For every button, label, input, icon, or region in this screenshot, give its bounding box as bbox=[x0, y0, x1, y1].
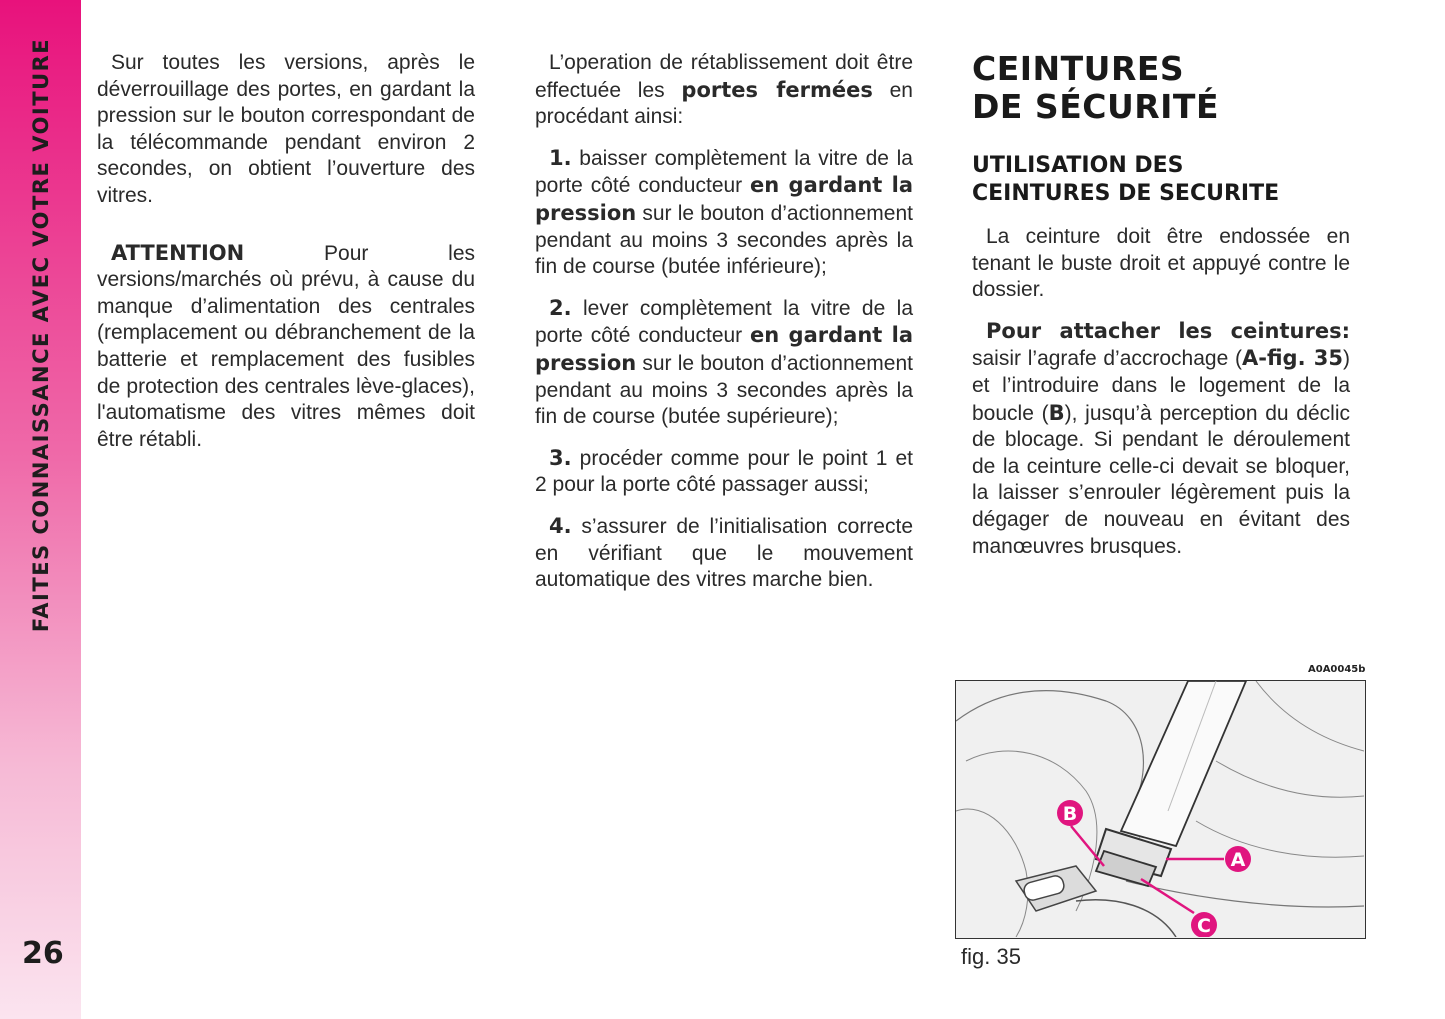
subheading-line-2: CEINTURES DE SECURITE bbox=[972, 181, 1280, 206]
column-3 bbox=[972, 50, 1350, 574]
step-text: baisser complètement la vitre de la porte côté conducteur bbox=[535, 146, 913, 198]
subsection-heading bbox=[972, 152, 1350, 208]
step-text-end: sur le bouton d’actionnement pendant au moins 3 secondes après la fin de course (butée supérieure); bbox=[535, 351, 913, 429]
figure-code: A0A0045b bbox=[1308, 664, 1366, 675]
svg-text:C: C bbox=[1197, 915, 1211, 937]
callout-label-a bbox=[1225, 846, 1251, 872]
seatbelt-drawing bbox=[956, 681, 1364, 937]
svg-text:A: A bbox=[1230, 849, 1246, 871]
fastening-label: Pour attacher les ceintures: bbox=[986, 318, 1350, 343]
step-item bbox=[535, 145, 913, 281]
intro-bold: portes fermées bbox=[681, 77, 873, 102]
column-2 bbox=[535, 50, 913, 608]
callout-label-c bbox=[1191, 912, 1217, 937]
callout-label-b bbox=[1057, 800, 1083, 826]
step-bold: en gardant la pression bbox=[535, 323, 914, 375]
step-item bbox=[535, 445, 913, 499]
step-bold: en gardant la pression bbox=[535, 173, 914, 225]
step-text: lever complètement la vitre de la porte côté conducteur bbox=[535, 296, 913, 348]
attention-label: ATTENTION bbox=[111, 240, 245, 265]
figure-reference-b: B bbox=[1048, 400, 1065, 425]
column-1 bbox=[97, 50, 475, 467]
subheading-line-1: UTILISATION DES bbox=[972, 153, 1184, 178]
intro-text: L’operation de rétablissement doit être effectuée les bbox=[535, 51, 913, 102]
paragraph-reset-intro bbox=[535, 50, 913, 131]
intro-text-end: en procédant ainsi: bbox=[535, 78, 913, 129]
step-number: 1. bbox=[549, 145, 572, 170]
step-item bbox=[535, 513, 913, 594]
paragraph-attention bbox=[97, 240, 475, 454]
figure-caption: fig. 35 bbox=[961, 944, 1021, 969]
heading-line-1: CEINTURES bbox=[972, 49, 1185, 88]
sidebar-band bbox=[0, 0, 81, 1019]
step-number: 2. bbox=[549, 295, 572, 320]
section-title-vertical: FAITES CONNAISSANCE AVEC VOTRE VOITURE bbox=[29, 37, 53, 633]
step-number: 4. bbox=[549, 513, 572, 538]
section-heading bbox=[972, 50, 1350, 126]
figure-reference: A-fig. 35 bbox=[1242, 346, 1343, 371]
fastening-text: saisir l’agrafe d’accrochage ( bbox=[972, 347, 1243, 371]
paragraph-belt-posture: La ceinture doit être endossée en tenant le buste droit et appuyé contre le dossier. bbox=[972, 225, 1350, 302]
step-text: s’assurer de l’initialisation correcte en vérifiant que le mouvement automatique des vitres marche bien. bbox=[535, 514, 913, 592]
heading-line-2: DE SÉCURITÉ bbox=[972, 87, 1219, 126]
attention-text: Pour les versions/marchés où prévu, à cause du manque d’alimentation des centrales (remplacement ou débranchement de la batterie et remplacement des fusibles de protection des centrales lève-glaces), l'automatisme des vitres mêmes doit être rétabli. bbox=[97, 241, 475, 451]
fastening-text-2: ) et l’introduire dans le logement de la boucle ( bbox=[972, 347, 1350, 425]
step-text: procéder comme pour le point 1 et 2 pour la porte côté passager aussi; bbox=[535, 446, 913, 497]
paragraph-windows-opening: Sur toutes les versions, après le déverrouillage des portes, en gardant la pression sur le bouton correspondant de la télécommande pendant environ 2 secondes, on obtient l’ouverture des vitres. bbox=[97, 51, 475, 207]
step-text-end: sur le bouton d’actionnement pendant au moins 3 secondes après la fin de course (butée inférieure); bbox=[535, 201, 913, 279]
paragraph-belt-fastening bbox=[972, 318, 1350, 560]
page-number: 26 bbox=[22, 936, 64, 971]
seatbelt-illustration bbox=[955, 680, 1366, 939]
fastening-text-3: ), jusqu’à perception du déclic de blocage. Si pendant le déroulement de la ceinture celle-ci devait se bloquer, la laisser s’enrouler légèrement puis la dégager de nouveau en évitant des manœuvres brusques. bbox=[972, 401, 1350, 558]
svg-text:B: B bbox=[1062, 803, 1078, 825]
step-item bbox=[535, 295, 913, 431]
step-number: 3. bbox=[549, 445, 572, 470]
